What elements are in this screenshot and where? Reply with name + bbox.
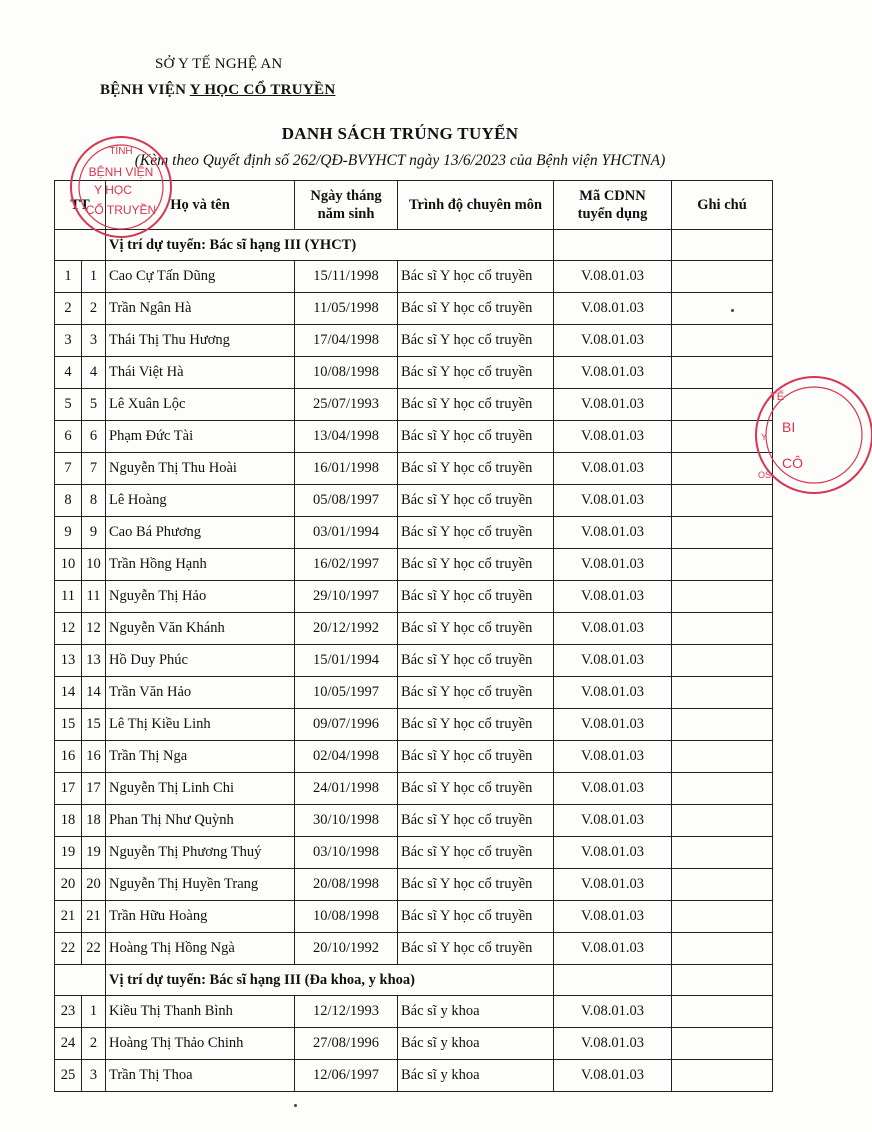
cell-stt: 4 [55,357,82,389]
cell-note [672,901,773,933]
cell-tt: 17 [82,773,106,805]
cell-qualification: Bác sĩ Y học cổ truyền [398,677,554,709]
document-title: DANH SÁCH TRÚNG TUYỂN [281,124,519,143]
cell-name: Trần Hồng Hạnh [106,549,295,581]
header-qualification: Trình độ chuyên môn [398,181,554,230]
table-row [55,709,773,741]
cell-stt: 18 [55,805,82,837]
cell-note [672,773,773,805]
cell-tt: 20 [82,869,106,901]
cell-name: Hồ Duy Phúc [106,645,295,677]
cell-dob: 05/08/1997 [295,485,398,517]
seal-text-line2: BỆNH VIỆN [88,165,154,179]
cell-dob: 24/01/1998 [295,773,398,805]
cell-name: Trần Thị Thoa [106,1060,295,1092]
cell-code: V.08.01.03 [554,389,672,421]
cell-dob: 17/04/1998 [295,325,398,357]
cell-tt: 15 [82,709,106,741]
cell-name: Trần Thị Nga [106,741,295,773]
table-body [55,230,773,1092]
cell-stt: 15 [55,709,82,741]
table-row [55,453,773,485]
cell-tt: 12 [82,613,106,645]
cell-tt: 3 [82,325,106,357]
cell-qualification: Bác sĩ y khoa [398,1028,554,1060]
scan-speck [731,309,734,312]
cell-tt: 11 [82,581,106,613]
cell-tt: 1 [82,261,106,293]
section-empty-cell [554,965,672,996]
cell-qualification: Bác sĩ Y học cổ truyền [398,901,554,933]
partial-seal [752,370,872,500]
cell-qualification: Bác sĩ y khoa [398,996,554,1028]
table-row [55,485,773,517]
document-header [100,56,335,99]
cell-note [672,1028,773,1060]
cell-dob: 13/04/1998 [295,421,398,453]
cell-qualification: Bác sĩ Y học cổ truyền [398,357,554,389]
cell-name: Hoàng Thị Thảo Chinh [106,1028,295,1060]
cell-name: Nguyễn Văn Khánh [106,613,295,645]
cell-note [672,869,773,901]
cell-code: V.08.01.03 [554,453,672,485]
cell-dob: 27/08/1996 [295,1028,398,1060]
cell-qualification: Bác sĩ Y học cổ truyền [398,869,554,901]
partial-seal-text-d: Y [761,432,768,442]
cell-name: Hoàng Thị Hồng Ngà [106,933,295,965]
cell-tt: 21 [82,901,106,933]
cell-tt: 18 [82,805,106,837]
cell-qualification: Bác sĩ Y học cổ truyền [398,293,554,325]
cell-qualification: Bác sĩ Y học cổ truyền [398,933,554,965]
table-row [55,325,773,357]
cell-dob: 03/10/1998 [295,837,398,869]
cell-qualification: Bác sĩ Y học cổ truyền [398,421,554,453]
section-label: Vị trí dự tuyển: Bác sĩ hạng III (YHCT) [106,230,554,261]
cell-stt: 19 [55,837,82,869]
cell-note [672,261,773,293]
cell-stt: 8 [55,485,82,517]
cell-stt: 23 [55,996,82,1028]
cell-stt: 17 [55,773,82,805]
cell-dob: 20/10/1992 [295,933,398,965]
cell-tt: 16 [82,741,106,773]
section-blank-cell [55,965,106,996]
cell-qualification: Bác sĩ Y học cổ truyền [398,261,554,293]
cell-stt: 16 [55,741,82,773]
cell-stt: 9 [55,517,82,549]
cell-qualification: Bác sĩ Y học cổ truyền [398,325,554,357]
cell-code: V.08.01.03 [554,421,672,453]
cell-qualification: Bác sĩ Y học cổ truyền [398,773,554,805]
cell-note [672,549,773,581]
cell-qualification: Bác sĩ Y học cổ truyền [398,805,554,837]
cell-dob: 12/12/1993 [295,996,398,1028]
header-tt: TT [55,181,106,230]
section-empty-cell [672,230,773,261]
cell-stt: 21 [55,901,82,933]
cell-note [672,837,773,869]
hospital-seal [66,132,176,242]
cell-code: V.08.01.03 [554,933,672,965]
cell-qualification: Bác sĩ Y học cổ truyền [398,517,554,549]
cell-dob: 30/10/1998 [295,805,398,837]
hospital-name [100,82,335,99]
cell-note [672,741,773,773]
cell-code: V.08.01.03 [554,1028,672,1060]
cell-name: Lê Xuân Lộc [106,389,295,421]
table-row [55,869,773,901]
cell-code: V.08.01.03 [554,485,672,517]
cell-tt: 8 [82,485,106,517]
cell-name: Phan Thị Như Quỳnh [106,805,295,837]
cell-note [672,1060,773,1092]
partial-seal-text-b: BI [782,419,796,435]
cell-qualification: Bác sĩ Y học cổ truyền [398,709,554,741]
table-row [55,741,773,773]
hospital-name-prefix: BỆNH VIỆN [100,82,190,98]
cell-tt: 5 [82,389,106,421]
cell-dob: 10/05/1997 [295,677,398,709]
cell-stt: 10 [55,549,82,581]
hospital-name-rest: Y HỌC CỔ TRUYỀN [189,82,336,98]
table-row [55,805,773,837]
cell-qualification: Bác sĩ Y học cổ truyền [398,645,554,677]
cell-stt: 13 [55,645,82,677]
cell-qualification: Bác sĩ Y học cổ truyền [398,485,554,517]
section-empty-cell [554,230,672,261]
cell-name: Nguyễn Thị Phương Thuý [106,837,295,869]
cell-tt: 3 [82,1060,106,1092]
table-row [55,613,773,645]
cell-code: V.08.01.03 [554,645,672,677]
cell-dob: 25/07/1993 [295,389,398,421]
partial-seal-text-a: TẾ [770,391,785,403]
cell-name: Nguyễn Thị Hảo [106,581,295,613]
cell-note [672,933,773,965]
cell-note [672,996,773,1028]
header-code [554,181,672,230]
cell-code: V.08.01.03 [554,549,672,581]
cell-name: Phạm Đức Tài [106,421,295,453]
cell-code: V.08.01.03 [554,1060,672,1092]
cell-qualification: Bác sĩ Y học cổ truyền [398,741,554,773]
cell-code: V.08.01.03 [554,996,672,1028]
header-dob-line2: năm sinh [317,206,375,222]
department-name: SỞ Y TẾ NGHỆ AN [155,56,283,72]
cell-name: Lê Thị Kiều Linh [106,709,295,741]
table-row [55,837,773,869]
partial-seal-text-e: OS [758,470,772,480]
partial-seal-text-c: CÔ [782,455,803,471]
cell-tt: 13 [82,645,106,677]
cell-code: V.08.01.03 [554,805,672,837]
cell-stt: 22 [55,933,82,965]
cell-name: Lê Hoàng [106,485,295,517]
section-row [55,965,773,996]
cell-dob: 15/11/1998 [295,261,398,293]
table-row [55,581,773,613]
cell-code: V.08.01.03 [554,677,672,709]
cell-stt: 11 [55,581,82,613]
table-row [55,677,773,709]
cell-dob: 20/08/1998 [295,869,398,901]
cell-stt: 7 [55,453,82,485]
candidate-table [54,180,773,1092]
cell-tt: 2 [82,293,106,325]
cell-tt: 2 [82,1028,106,1060]
cell-dob: 11/05/1998 [295,293,398,325]
cell-code: V.08.01.03 [554,837,672,869]
cell-name: Cao Bá Phương [106,517,295,549]
cell-tt: 22 [82,933,106,965]
cell-dob: 02/04/1998 [295,741,398,773]
cell-code: V.08.01.03 [554,741,672,773]
cell-code: V.08.01.03 [554,293,672,325]
cell-code: V.08.01.03 [554,325,672,357]
header-name: Họ và tên [106,181,295,230]
cell-code: V.08.01.03 [554,581,672,613]
cell-dob: 12/06/1997 [295,1060,398,1092]
cell-dob: 15/01/1994 [295,645,398,677]
cell-note [672,613,773,645]
cell-note [672,709,773,741]
section-empty-cell [672,965,773,996]
cell-dob: 20/12/1992 [295,613,398,645]
table-row [55,517,773,549]
cell-note [672,805,773,837]
table-row [55,1060,773,1092]
cell-qualification: Bác sĩ Y học cổ truyền [398,613,554,645]
table-row [55,421,773,453]
cell-tt: 9 [82,517,106,549]
cell-tt: 4 [82,357,106,389]
cell-name: Kiều Thị Thanh Bình [106,996,295,1028]
document-subtitle: (Kèm theo Quyết định số 262/QĐ-BVYHCT ngày 13/6/2023 của Bệnh viện YHCTNA) [134,152,666,169]
cell-tt: 19 [82,837,106,869]
cell-code: V.08.01.03 [554,613,672,645]
cell-code: V.08.01.03 [554,357,672,389]
seal-text-line4: CỔ TRUYỀN [85,203,157,217]
cell-dob: 16/01/1998 [295,453,398,485]
cell-stt: 25 [55,1060,82,1092]
cell-note [672,517,773,549]
cell-dob: 09/07/1996 [295,709,398,741]
cell-code: V.08.01.03 [554,901,672,933]
header-code-line1: Mã CDNN [579,188,646,204]
cell-tt: 10 [82,549,106,581]
cell-code: V.08.01.03 [554,261,672,293]
cell-name: Cao Cự Tấn Dũng [106,261,295,293]
cell-dob: 10/08/1998 [295,901,398,933]
table-row [55,901,773,933]
cell-qualification: Bác sĩ Y học cổ truyền [398,453,554,485]
table-row [55,389,773,421]
table-row [55,261,773,293]
cell-dob: 03/01/1994 [295,517,398,549]
cell-name: Thái Thị Thu Hương [106,325,295,357]
cell-dob: 10/08/1998 [295,357,398,389]
section-label: Vị trí dự tuyển: Bác sĩ hạng III (Đa khoa, y khoa) [106,965,554,996]
cell-stt: 12 [55,613,82,645]
cell-stt: 24 [55,1028,82,1060]
cell-code: V.08.01.03 [554,773,672,805]
seal-text-line3: Y HỌC [94,183,132,197]
cell-note [672,581,773,613]
scan-speck [294,1104,297,1107]
cell-note [672,645,773,677]
cell-qualification: Bác sĩ Y học cổ truyền [398,837,554,869]
cell-dob: 29/10/1997 [295,581,398,613]
cell-qualification: Bác sĩ y khoa [398,1060,554,1092]
cell-note [672,293,773,325]
cell-tt: 6 [82,421,106,453]
cell-tt: 7 [82,453,106,485]
header-dob [295,181,398,230]
cell-name: Trần Ngân Hà [106,293,295,325]
cell-stt: 6 [55,421,82,453]
cell-code: V.08.01.03 [554,517,672,549]
cell-qualification: Bác sĩ Y học cổ truyền [398,389,554,421]
table-row [55,549,773,581]
cell-stt: 5 [55,389,82,421]
cell-name: Trần Hữu Hoàng [106,901,295,933]
cell-stt: 3 [55,325,82,357]
table-row [55,773,773,805]
cell-name: Thái Việt Hà [106,357,295,389]
cell-stt: 14 [55,677,82,709]
table-row [55,645,773,677]
header-dob-line1: Ngày tháng [310,188,382,204]
cell-stt: 2 [55,293,82,325]
cell-name: Nguyễn Thị Linh Chi [106,773,295,805]
header-note: Ghi chú [672,181,773,230]
table-row [55,293,773,325]
cell-stt: 20 [55,869,82,901]
cell-name: Nguyễn Thị Thu Hoài [106,453,295,485]
cell-name: Nguyễn Thị Huyền Trang [106,869,295,901]
cell-note [672,677,773,709]
cell-tt: 14 [82,677,106,709]
cell-qualification: Bác sĩ Y học cổ truyền [398,549,554,581]
cell-code: V.08.01.03 [554,869,672,901]
seal-text-top: TỈNH [109,146,133,157]
cell-code: V.08.01.03 [554,709,672,741]
cell-stt: 1 [55,261,82,293]
table-row [55,933,773,965]
table-row [55,1028,773,1060]
cell-note [672,325,773,357]
cell-tt: 1 [82,996,106,1028]
table-row [55,357,773,389]
cell-name: Trần Văn Hảo [106,677,295,709]
table-row [55,996,773,1028]
cell-dob: 16/02/1997 [295,549,398,581]
header-code-line2: tuyển dụng [577,206,648,222]
cell-qualification: Bác sĩ Y học cổ truyền [398,581,554,613]
